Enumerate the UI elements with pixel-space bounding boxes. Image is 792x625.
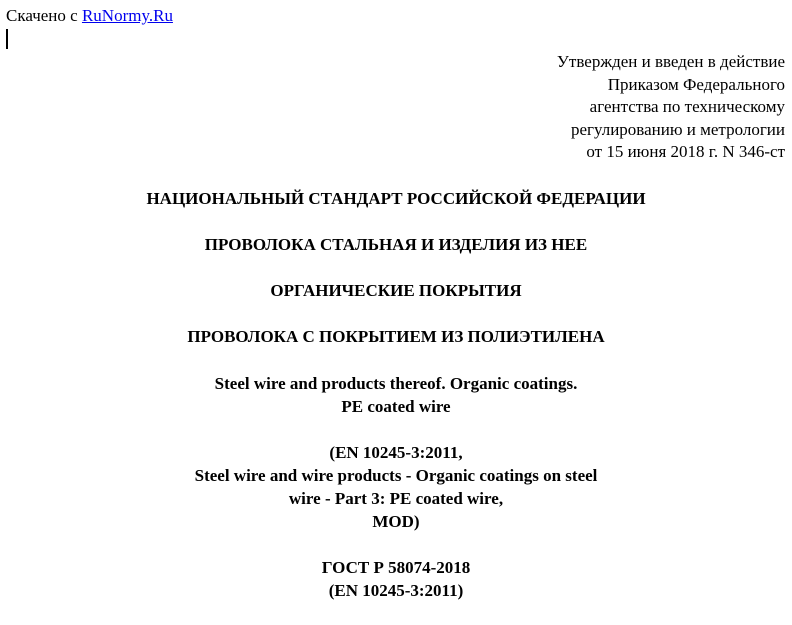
source-link[interactable]: RuNormy.Ru	[81, 6, 173, 25]
source-prefix: Скачено с	[6, 6, 78, 25]
standard-name-line-1: ПРОВОЛОКА СТАЛЬНАЯ И ИЗДЕЛИЯ ИЗ НЕЕ	[204, 235, 588, 254]
standard-name-line-3: ПРОВОЛОКА С ПОКРЫТИЕМ ИЗ ПОЛИЭТИЛЕНА	[187, 327, 605, 346]
english-title-line: Steel wire and products thereof. Organic coatings.	[214, 374, 578, 393]
approval-block	[385, 51, 785, 164]
approval-line: регулированию и метрологии	[570, 119, 785, 139]
standard-title: НАЦИОНАЛЬНЫЙ СТАНДАРТ РОССИЙСКОЙ ФЕДЕРАЦИИ	[146, 189, 646, 208]
approval-line: Приказом Федерального	[607, 74, 785, 94]
approval-line: от 15 июня 2018 г. N 346-ст	[586, 142, 785, 162]
en-reference	[0, 441, 792, 533]
approval-line: агентства по техническому	[589, 97, 785, 117]
designation-line: (EN 10245-3:2011)	[328, 581, 464, 600]
text-cursor	[6, 29, 8, 49]
approval-line: Утвержден и введен в действие	[556, 52, 785, 71]
standard-designation	[0, 556, 792, 602]
en-reference-line: (EN 10245-3:2011,	[329, 443, 463, 462]
designation-line: ГОСТ Р 58074-2018	[321, 558, 471, 577]
source-line	[6, 6, 173, 26]
english-title-line: PE coated wire	[341, 397, 451, 416]
en-reference-line: wire - Part 3: PE coated wire,	[288, 489, 504, 508]
english-title	[0, 372, 792, 418]
standard-name-line-2: ОРГАНИЧЕСКИЕ ПОКРЫТИЯ	[270, 281, 522, 300]
en-reference-line: MOD)	[372, 512, 420, 531]
en-reference-line: Steel wire and wire products - Organic coatings on steel	[194, 466, 598, 485]
